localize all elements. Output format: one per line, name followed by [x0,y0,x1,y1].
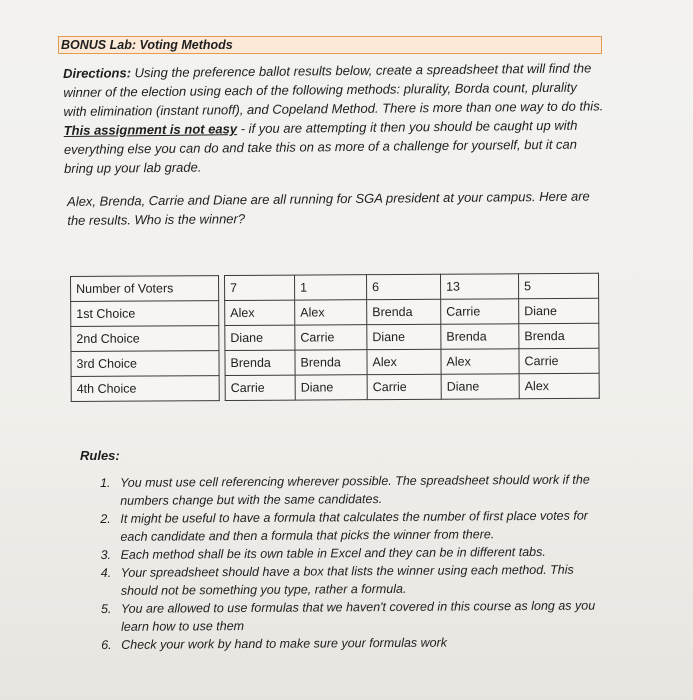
table-row [71,348,599,376]
rule-item [100,506,610,546]
table-cell: 13 [440,274,518,299]
table-cell: Diane [367,324,441,349]
table-row [71,273,599,301]
table-cell: Diane [225,325,295,350]
table-cell: Carrie [295,325,367,350]
rule-text: You are allowed to use formulas that we haven't covered in this course as long as you learn how to use them [120,598,596,634]
table-cell: Carrie [367,374,441,399]
rule-number: 4. [100,565,112,580]
directions-paragraph [63,58,604,178]
rule-text: Each method shall be its own table in Excel and they can be in different tabs. [120,544,546,562]
table-cell: Alex [225,300,295,325]
rule-item [100,470,610,510]
rule-number: 6. [101,637,112,652]
table-row [71,373,599,401]
rule-text: You must use cell referencing wherever possible. The spreadsheet should work if the numbers change but with the same candidates. [120,472,590,508]
row-label: 1st Choice [71,301,219,327]
table-cell: 5 [518,273,598,298]
directions-text-1: Using the preference ballot results below, create a spreadsheet that will find the winner of the election using each of the following methods: plurality, Borda count, plurality with elimination (instant runoff), and Copeland Method. There is more than one way to do this. [63,60,604,119]
rule-item [101,560,611,600]
directions-emphasis: This assignment is not easy [63,121,238,138]
table-cell: Alex [519,373,599,398]
table-cell: Diane [295,375,367,400]
table-cell: Diane [519,298,599,323]
rule-text: Check your work by hand to make sure your formulas work [121,635,448,652]
rules-list [100,470,611,654]
table-cell: Brenda [225,350,295,375]
rule-item [101,632,611,654]
row-label: Number of Voters [71,276,219,302]
table-cell: Brenda [441,324,519,349]
row-label: 2nd Choice [71,326,219,352]
rules-heading: Rules: [80,448,120,463]
directions-lead: Directions: [63,65,132,81]
rule-number: 1. [100,475,111,490]
table-cell: Brenda [295,350,367,375]
table-cell: 1 [294,275,366,300]
rule-text: Your spreadsheet should have a box that lists the winner using each method. This should not be something you type, rather a formula. [120,562,574,598]
directions-text-2: - if you are attempting it then you should be caught up with everything else you can do and take this on as more of a challenge for yourself, but it can bring up your lab grade. [63,117,578,176]
rule-number: 5. [100,601,112,616]
lab-title: BONUS Lab: Voting Methods [58,36,602,54]
preference-ballot-table [70,273,600,402]
table-cell: Alex [295,300,367,325]
table-cell: Alex [367,349,441,374]
table-cell: Brenda [367,299,441,324]
table-cell: Alex [441,349,519,374]
table-cell: 7 [225,275,295,300]
rule-item [101,596,611,636]
table-row [71,298,599,326]
rule-text: It might be useful to have a formula that calculates the number of first place votes for each candidate and then a formula that picks the winner from there. [120,508,588,544]
row-label: 4th Choice [71,376,219,402]
table-cell: Brenda [519,323,599,348]
table-cell: Diane [441,374,519,399]
table-cell: Carrie [225,375,295,400]
scenario-paragraph: Alex, Brenda, Carrie and Diane are all running for SGA president at your campus. Here are the results. Who is the winner? [67,188,590,228]
rule-number: 2. [100,511,111,526]
rule-number: 3. [100,547,112,562]
table-row [71,323,599,351]
table-cell: 6 [366,274,440,299]
row-label: 3rd Choice [71,351,219,377]
table-cell: Carrie [441,299,519,324]
table-cell: Carrie [519,348,599,373]
